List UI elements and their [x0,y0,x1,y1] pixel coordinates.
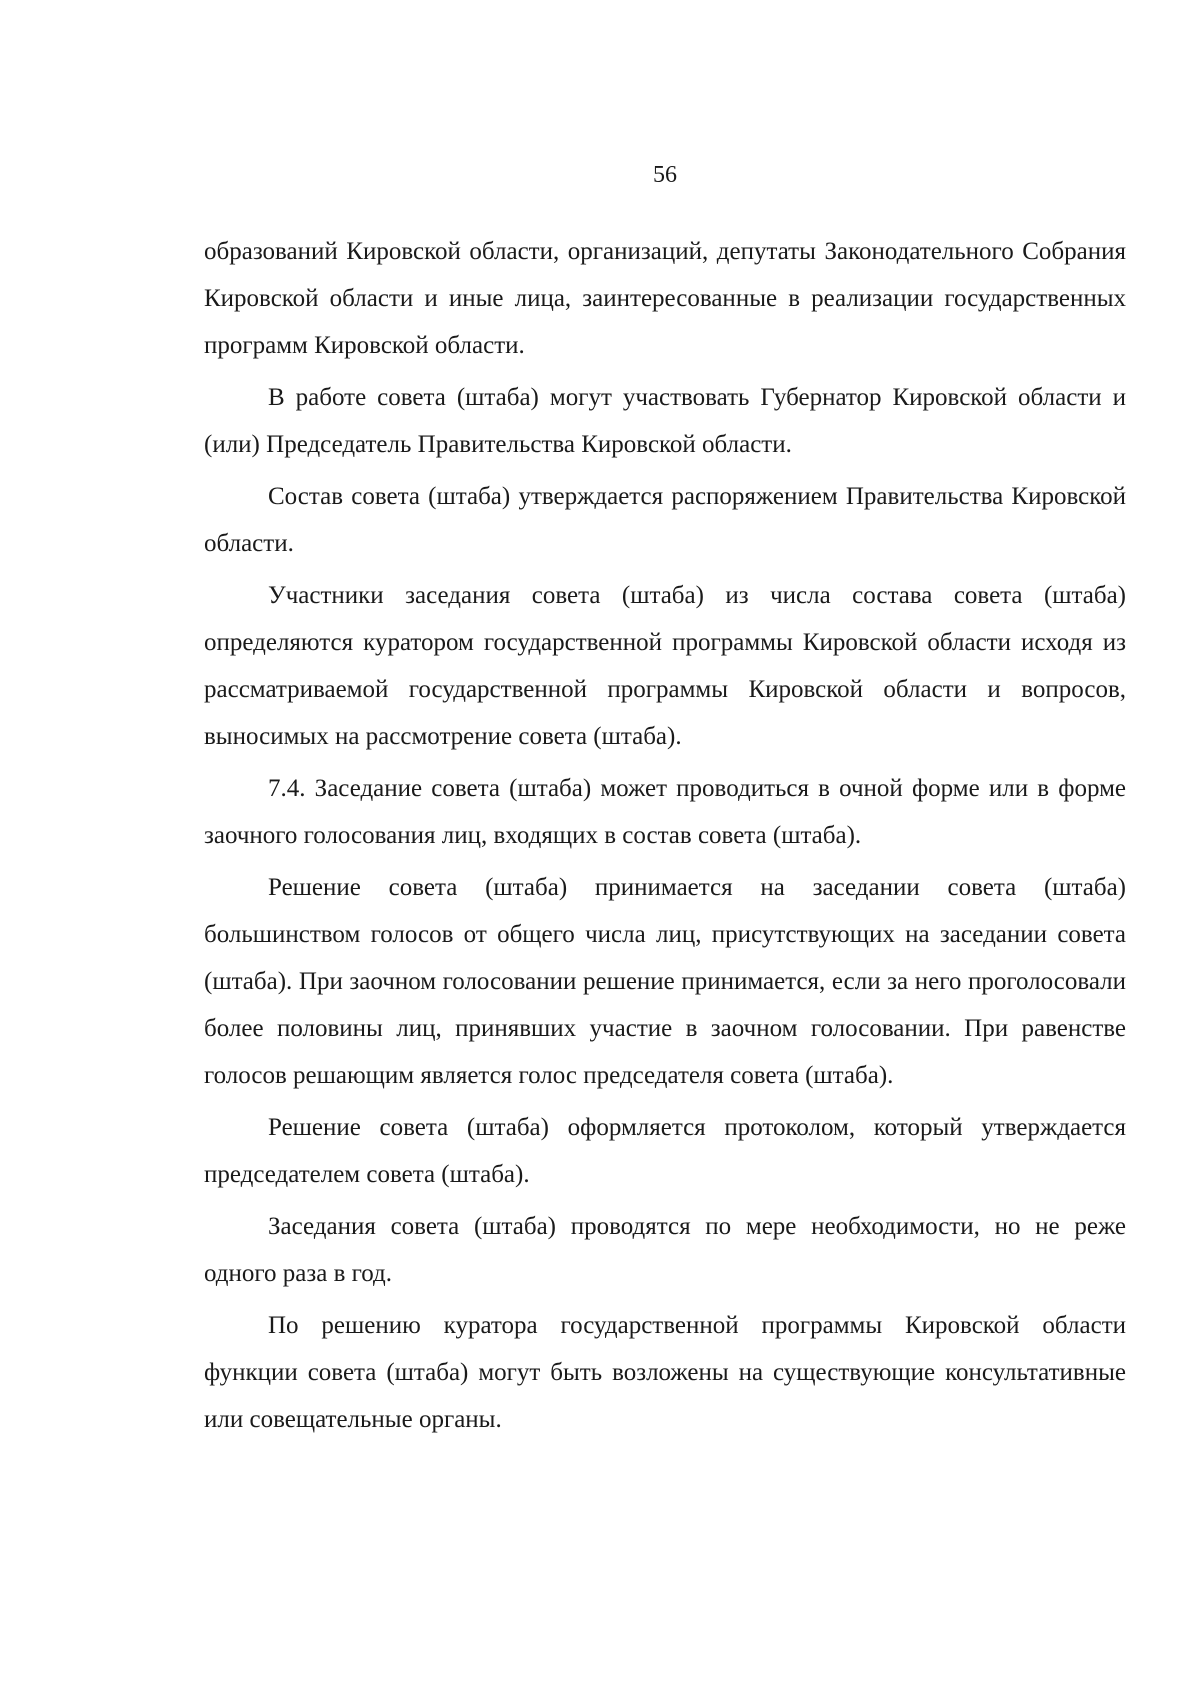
paragraph-section-7-4: 7.4. Заседание совета (штаба) может проводиться в очной форме или в форме заочного голосования лиц, входящих в состав совета (штаба). [204,775,1126,849]
paragraph-meeting-participants: Участники заседания совета (штаба) из числа состава совета (штаба) определяются куратором государственной программы Кировской области исходя из рассматриваемой государственной программы Кировской области и вопросов, выносимых на рассмотрение совета (штаба). [204,582,1126,750]
paragraph-continuation: образований Кировской области, организаций, депутаты Законодательного Собрания Кировской области и иные лица, заинтересованные в реализации государственных программ Кировской области. [204,238,1126,359]
paragraph-governor-participation: В работе совета (штаба) могут участвовать Губернатор Кировской области и (или) Председатель Правительства Кировской области. [204,384,1126,458]
paragraph-meeting-frequency: Заседания совета (штаба) проводятся по мере необходимости, но не реже одного раза в год. [204,1213,1126,1287]
document-body [204,228,1126,1448]
page-number: 56 [653,162,677,188]
paragraph-council-composition: Состав совета (штаба) утверждается распоряжением Правительства Кировской области. [204,483,1126,557]
paragraph-curator-decision: По решению куратора государственной программы Кировской области функции совета (штаба) могут быть возложены на существующие консультативные или совещательные органы. [204,1312,1126,1433]
paragraph-decision-protocol: Решение совета (штаба) оформляется протоколом, который утверждается председателем совета (штаба). [204,1114,1126,1188]
paragraph-decision-voting: Решение совета (штаба) принимается на заседании совета (штаба) большинством голосов от общего числа лиц, присутствующих на заседании совета (штаба). При заочном голосовании решение принимается, если за него проголосовали более половины лиц, принявших участие в заочном голосовании. При равенстве голосов решающим является голос председателя совета (штаба). [204,874,1126,1089]
